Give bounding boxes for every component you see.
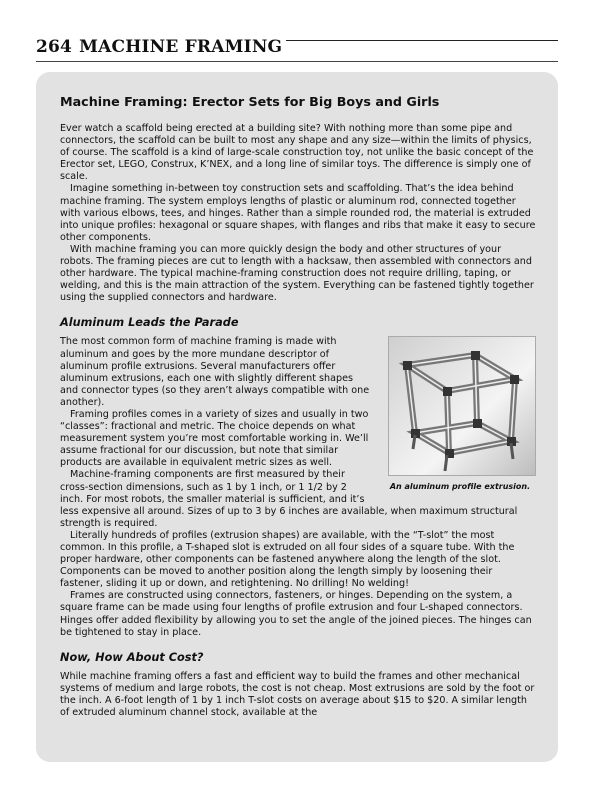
section-title: MACHINE FRAMING — [79, 37, 283, 57]
aluminum-paragraph-1: The most common form of machine framing is made with aluminum and goes by the more mundane descriptor of aluminum profile extrusions. Several manufacturers offer aluminum extrusions, each one with slightly different shapes and connector types (so they aren’t always compatible with one another). — [60, 336, 370, 408]
intro-paragraph-1: Ever watch a scaffold being erected at a building site? With nothing more than some pipe and connectors, the scaffold can be built to most any shape and any size—within the limits of physics, of course. The scaffold is a kind of large-scale construction toy, not unlike the basic concept of the Erector set, LEGO, Construx, K’NEX, and a long line of similar toys. The difference is simply one of scale. — [60, 123, 534, 183]
sidebar-title: Machine Framing: Erector Sets for Big Boys and Girls — [60, 94, 440, 109]
page-number: 264 — [36, 37, 73, 57]
intro-paragraph-2: Imagine something in-between toy construction sets and scaffolding. That’s the idea behind machine framing. The system employs lengths of plastic or aluminum rod, connected together with various elbows, tees, and hinges. Rather than a simple rounded rod, the material is extruded into unique profiles: hexagonal or square shapes, with flanges and ribs that make it easy to secure other components. — [60, 183, 536, 243]
figure-caption: An aluminum profile extrusion. — [389, 482, 531, 492]
aluminum-paragraph-4: Literally hundreds of profiles (extrusion shapes) are available, with the “T-slot” the most common. In this profile, a T-shaped slot is extruded on all four sides of a square tube. With the proper hardware, other components can be fastened anywhere along the length of the slot. Components can be moved to another position along the length simply by loosening their fastener, sliding it up or down, and retightening. No drilling! No welding! — [60, 529, 515, 590]
extrusion-photo — [388, 336, 536, 476]
header-underline — [36, 61, 558, 62]
aluminum-paragraph-3: Machine-framing components are first measured by their cross-section dimensions, such as 1 by 1 inch, or 1 1/2 by 2 inch. For most robots, the smaller material is sufficient, and it’s less expensive all around. Sizes of up to 3 by 6 inches are available, when maximum structural strength is required. — [60, 469, 518, 529]
aluminum-paragraph-2: Framing profiles comes in a variety of sizes and usually in two “classes”: fractional and metric. The choice depends on what measurement system you’re most comfortable working in. We’ll assume fractional for our discussion, but note that similar products are available in equivalent metric sizes as well. — [60, 408, 369, 469]
section-heading-aluminum: Aluminum Leads the Parade — [60, 316, 239, 330]
running-head — [36, 36, 286, 58]
figure — [384, 336, 536, 492]
aluminum-paragraph-5: Frames are constructed using connectors, fasteners, or hinges. Depending on the system, a square frame can be made using four lengths of profile extrusion and four L-shaped connectors. Hinges offer added flexibility by allowing you to set the angle of the joined pieces. The hinges can be tightened to stay in place. — [60, 590, 532, 638]
section-heading-cost: Now, How About Cost? — [60, 650, 204, 664]
sidebar-content — [60, 94, 536, 719]
intro-paragraph-3: With machine framing you can more quickly design the body and other structures of your robots. The framing pieces are cut to length with a hacksaw, then assembled with connectors and other hardware. The typical machine-framing construction does not require drilling, taping, or welding, and this is the main attraction of the system. Everything can be fastened tightly together using the supplied connectors and hardware. — [60, 243, 534, 304]
aluminum-frame-illustration — [389, 337, 535, 475]
cost-paragraph-1: While machine framing offers a fast and efficient way to build the frames and other mechanical systems of medium and large robots, the cost is not cheap. Most extrusions are sold by the foot or the inch. A 6-foot length of 1 by 1 inch T-slot costs on average about $15 to $20. A similar length of extruded aluminum channel stock, available at the — [60, 670, 535, 719]
